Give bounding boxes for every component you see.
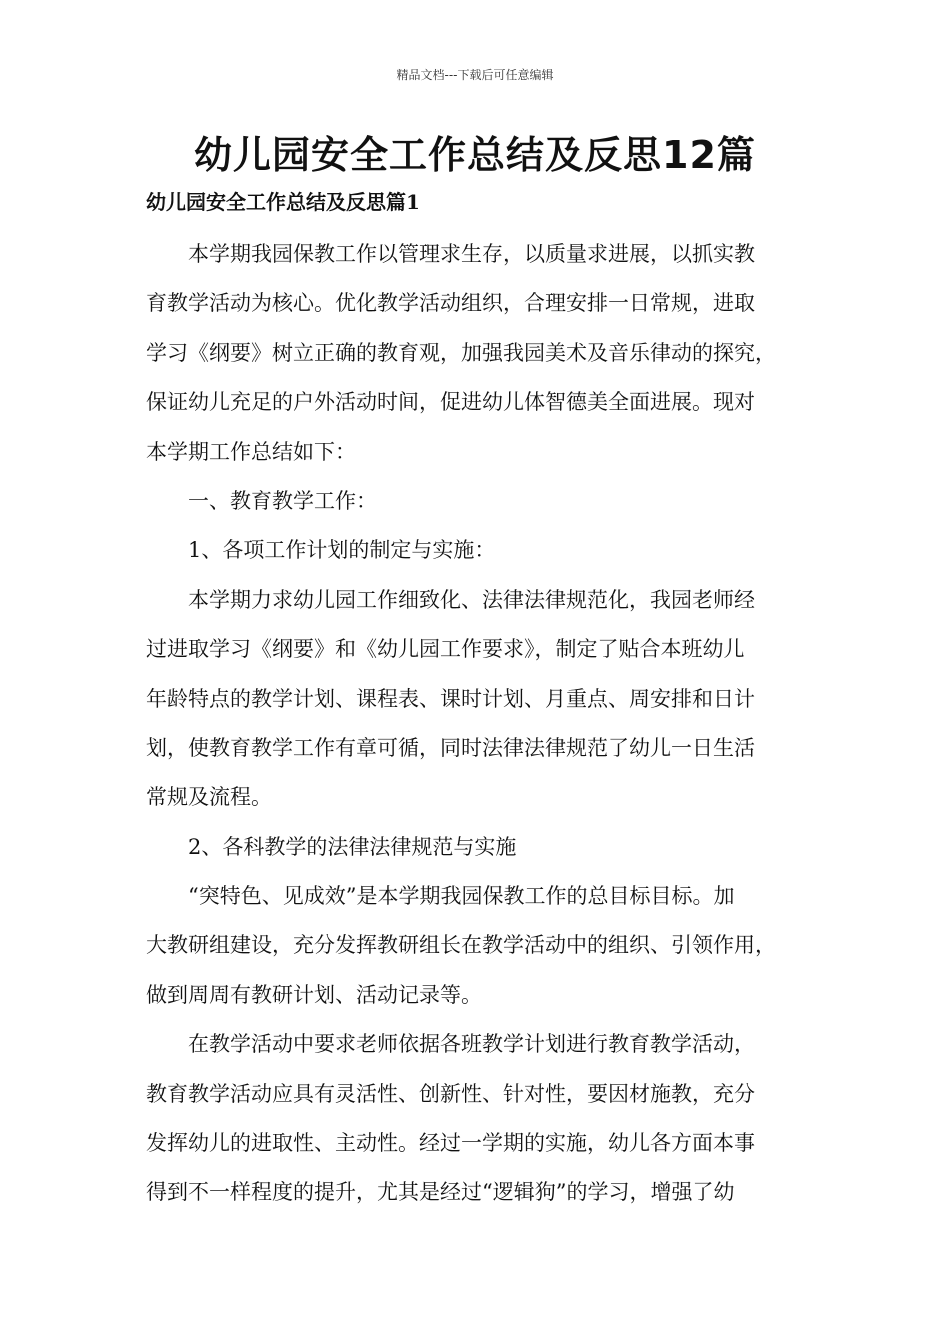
- paragraph-line: 本学期工作总结如下：: [146, 439, 356, 464]
- header-note: 精品文档---下载后可任意编辑: [396, 68, 554, 82]
- paragraph-line: 2、各科教学的法律法律规范与实施: [188, 834, 517, 859]
- paragraph-line: 大教研组建设，充分发挥教研组长在教学活动中的组织、引领作用，: [146, 933, 776, 958]
- paragraph-line: “突特色、见成效”是本学期我园保教工作的总目标目标。加: [188, 884, 735, 909]
- paragraph-line: 保证幼儿充足的户外活动时间，促进幼儿体智德美全面进展。现对: [146, 390, 755, 415]
- paragraph-line: 教育教学活动应具有灵活性、创新性、针对性，要因材施教，充分: [146, 1081, 755, 1106]
- paragraph-line: 发挥幼儿的进取性、主动性。经过一学期的实施，幼儿各方面本事: [146, 1131, 755, 1156]
- paragraph-line: 常规及流程。: [146, 785, 272, 810]
- paragraph-line: 学习《纲要》树立正确的教育观，加强我园美术及音乐律动的探究，: [146, 340, 776, 365]
- paragraph-line: 得到不一样程度的提升，尤其是经过“逻辑狗”的学习，增强了幼: [146, 1180, 735, 1205]
- paragraph-line: 本学期力求幼儿园工作细致化、法律法律规范化，我园老师经: [188, 587, 755, 612]
- paragraph-line: 划，使教育教学工作有章可循，同时法律法律规范了幼儿一日生活: [146, 735, 755, 760]
- paragraph-line: 在教学活动中要求老师依据各班教学计划进行教育教学活动，: [188, 1032, 755, 1057]
- paragraph-line: 本学期我园保教工作以管理求生存，以质量求进展，以抓实教: [188, 242, 755, 266]
- paragraph-line: 做到周周有教研计划、活动记录等。: [146, 982, 482, 1007]
- paragraph-line: 1、各项工作计划的制定与实施：: [188, 538, 496, 563]
- paragraph-line: 过进取学习《纲要》和《幼儿园工作要求》，制定了贴合本班幼儿: [146, 637, 745, 662]
- document-title: 幼儿园安全工作总结及反思12篇: [194, 133, 756, 177]
- paragraph-line: 育教学活动为核心。优化教学活动组织，合理安排一日常规，进取: [146, 291, 755, 316]
- section-heading: 幼儿园安全工作总结及反思篇1: [146, 190, 420, 214]
- body-text: [146, 230, 836, 1218]
- paragraph-line: 年龄特点的教学计划、课程表、课时计划、月重点、周安排和日计: [146, 686, 755, 711]
- paragraph-line: 一、教育教学工作：: [188, 488, 377, 513]
